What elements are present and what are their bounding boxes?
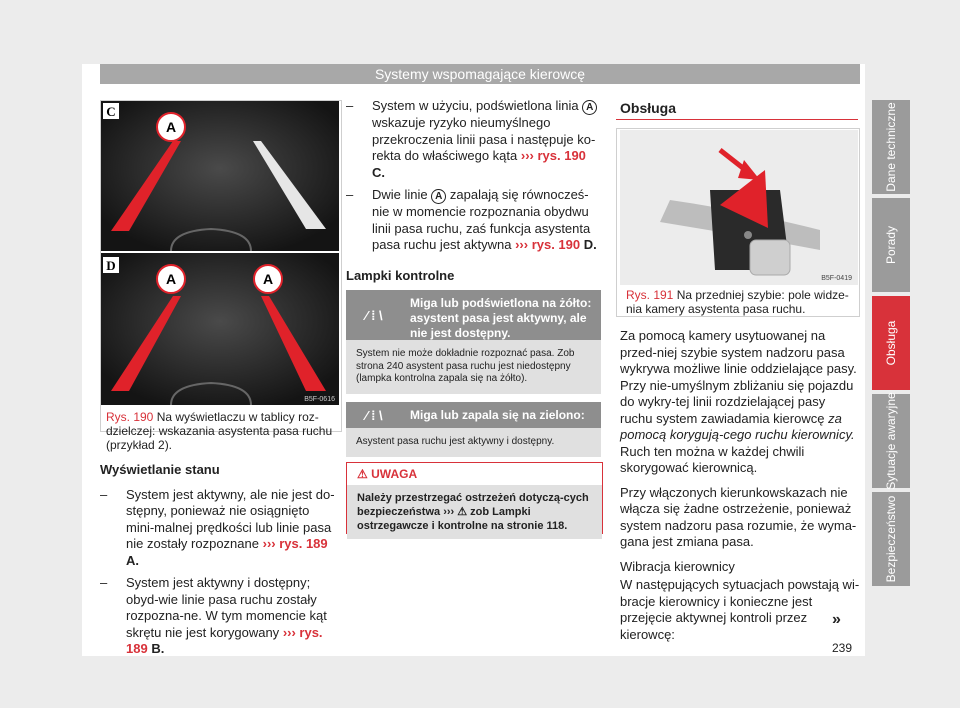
- status-item: – System jest aktywny i dostępny; obyd-wie linie pasa ruchu zostały rozpozna-ne. W tym momencie kąt skrętu nie jest korygowany ››› rys. 189 B.: [100, 575, 327, 656]
- lamps-heading: Lampki kontrolne: [346, 268, 455, 283]
- figure-190-image: [101, 101, 339, 405]
- lamp-row-yellow: ⁄ ⁞ \ Miga lub podświetlona na żółto: asystent pasa jest aktywny, ale nie jest dostępny. System nie może dokładnie rozpoznać pasa. Zob strona 240 asystent pasa ruchu jest niedostępny (lampka kontrolna zapala się na żółto).: [346, 290, 601, 394]
- ref-link[interactable]: ››› rys. 190: [515, 237, 581, 252]
- section-title: Obsługa: [616, 96, 858, 120]
- tab-dane-techniczne[interactable]: Dane techniczne: [872, 100, 910, 194]
- svg-text:A: A: [262, 271, 274, 287]
- windshield-camera-illustration: [620, 130, 858, 285]
- page-number: 239: [832, 641, 853, 655]
- status-item: – System jest aktywny, ale nie jest do-stępny, ponieważ nie osiągnięto mini-malnej prędkości lub linie pasa nie zostały rozpoznane ››› rys. 189 A.: [100, 486, 335, 568]
- lane-assist-icon: ⁄ ⁞ \: [365, 407, 383, 423]
- warning-icon: ⚠: [357, 467, 368, 481]
- circle-marker: A: [582, 100, 597, 115]
- lane-assist-icon: ⁄ ⁞ \: [365, 307, 383, 323]
- figure-191-caption: Rys. 191 Na przedniej szybie: pole widze-nia kamery asystenta pasa ruchu.: [626, 288, 849, 316]
- lamp-row-green: ⁄ ⁞ \ Miga lub zapala się na zielono: Asystent pasa ruchu jest aktywny i dostępny.: [346, 402, 601, 457]
- ref-link[interactable]: ››› rys. 189: [126, 624, 323, 656]
- list-item: – System w użyciu, podświetlona linia A wskazuje ryzyko nieumyślnego przekroczenia linii pasa i następuje ko-rekta do właściwego kąta ››› rys. 190 C.: [346, 98, 596, 180]
- ref-link[interactable]: ››› rys. 190: [520, 148, 586, 163]
- svg-text:A: A: [165, 119, 177, 135]
- svg-text:A: A: [165, 271, 177, 287]
- middle-list: [346, 98, 601, 260]
- ref-link[interactable]: ››› rys. 189: [262, 536, 328, 551]
- panel-c-label: C: [106, 104, 116, 119]
- obsluga-text: Za pomocą kamery usytuowanej na przed-niej szybie system nadzoru pasa wykrywa możliwe linie oddzielające pasy. Przy nie-umyślnym zbliżaniu się pojazdu do wykry-tej linii rozdzielającej pasy ruchu system zawiadamia kierowcę za pomocą korygują-cego ruchu kierownicy. Ruch ten można w każdej chwili skorygować kierownicą. Przy włączonych kierunkowskazach nie włącza się żadne ostrzeżenie, ponieważ system nadzoru pasa rozumie, że wyma-gana jest zmiana pasa. Wibracja kierownicy W następujących sytuacjach powstają wi-bracje kierownicy i konieczne jest przejęcie aktywnej kontroli przez kierowcę:: [620, 328, 860, 642]
- svg-text:B5F-0419: B5F-0419: [821, 275, 852, 282]
- status-section: [100, 462, 340, 664]
- warning-text: Należy przestrzegać ostrzeżeń dotyczą-cych bezpieczeństwa ››› ⚠ zob Lampki ostrzegawcze i kontrolne na stronie 118.: [347, 485, 602, 539]
- tab-obsluga[interactable]: Obsługa: [872, 296, 910, 390]
- figure-code: B5F-0616: [304, 396, 335, 403]
- lane-assist-display-illustration: [101, 101, 339, 405]
- tab-bezpieczenstwo[interactable]: Bezpieczeństwo: [872, 492, 910, 586]
- list-item: – Dwie linie A zapalają się równocześ-nie w momencie rozpoznania obydwu linii pasa ruchu, zaś funkcja asystenta pasa ruchu jest aktywna ››› rys. 190 D.: [346, 187, 597, 252]
- warning-label: UWAGA: [371, 467, 418, 481]
- page-header: Systemy wspomagające kierowcę: [100, 64, 860, 84]
- warning-box: [346, 462, 603, 534]
- status-heading: Wyświetlanie stanu: [100, 462, 220, 477]
- tab-sytuacje-awaryjne[interactable]: Sytuacje awaryjne: [872, 394, 910, 488]
- panel-d-label: D: [106, 258, 116, 273]
- continue-marker: »: [832, 611, 841, 628]
- tab-porady[interactable]: Porady: [872, 198, 910, 292]
- figure-191-image: [620, 130, 858, 285]
- circle-marker: A: [431, 189, 446, 204]
- figure-190-caption: Rys. 190 Na wyświetlaczu w tablicy roz-dzielczej: wskazania asystenta pasa ruchu (przykład 2).: [106, 410, 333, 452]
